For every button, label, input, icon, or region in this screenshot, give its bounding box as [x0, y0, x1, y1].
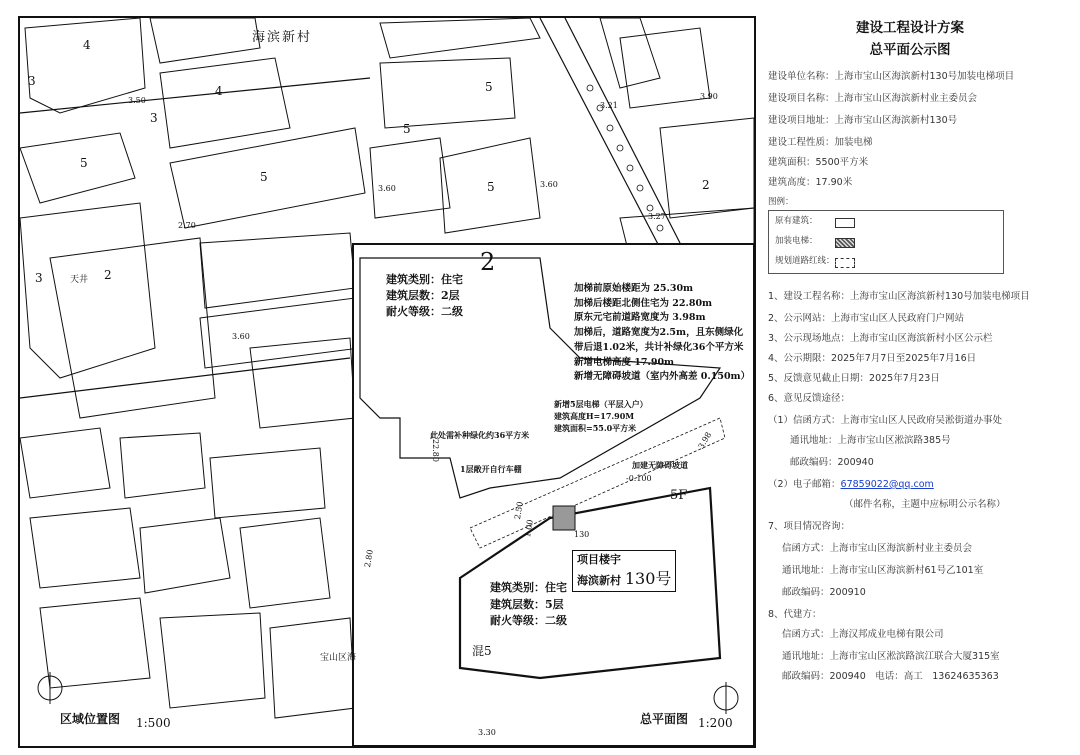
site-plan-label: 总平面图 — [640, 712, 689, 726]
legend-redline-swatch — [835, 258, 855, 268]
building-number: 3 — [150, 111, 158, 125]
building-number: 5 — [403, 122, 411, 136]
dimension-280: 2.80 — [362, 548, 375, 569]
legend-redline-label: 规划道路红线： — [775, 256, 835, 266]
new-building-fire: 耐火等级：二级 — [490, 614, 567, 627]
site-plan-drawing — [18, 16, 756, 748]
note-item: 1、建设工程名称：上海市宝山区海滨新村130号加装电梯项目 — [768, 291, 1030, 302]
note-item: （邮件名称，主题中应标明公示名称） — [844, 499, 1006, 510]
note-item: （1）信函方式：上海市宝山区人民政府吴淞街道办事处 — [768, 415, 1003, 426]
region-map-label: 区域位置图 — [60, 712, 121, 726]
meta-address: 建设项目地址：上海市宝山区海滨新村130号 — [768, 115, 958, 126]
new-building-floors: 建筑层数：5层 — [490, 597, 564, 611]
inset-building-number: 2 — [480, 248, 496, 276]
ramp-elevation: -0.100 — [626, 474, 652, 483]
legend-title: 图例： — [768, 197, 794, 207]
info-panel — [760, 16, 1072, 744]
note-item: 邮政编码：200940 — [790, 457, 874, 468]
elevator-height: 建筑高度H=17.90M — [554, 411, 635, 421]
meta-area: 建筑面积：5500平方米 — [768, 157, 869, 168]
elevation-mark: 3.60 — [540, 180, 558, 189]
floors-mark: 5F — [670, 488, 688, 503]
elevation-mark: 3.27 — [648, 212, 666, 221]
bike-shed-label: 1层敞开自行车棚 — [460, 464, 522, 474]
dimension-note: 加梯后，道路宽度为2.5m，且东侧绿化 — [574, 327, 744, 339]
legend-box — [768, 210, 1004, 274]
note-item: 2、公示网站：上海市宝山区人民政府门户网站 — [768, 313, 965, 324]
meta-height: 建筑高度：17.90米 — [768, 177, 853, 188]
note-item: 4、公示期限：2025年7月7日至2025年7月16日 — [768, 353, 977, 364]
building-number: 3 — [28, 74, 36, 88]
note-item: 邮政编码：200940 电话：高工 13624635363 — [782, 671, 999, 682]
email-label: （2）电子邮箱： — [768, 479, 841, 490]
note-item: 通讯地址：上海市宝山区淞滨路385号 — [790, 435, 951, 446]
site-plan-scale: 1:200 — [698, 716, 733, 730]
note-item: 通讯地址：上海市宝山区淞滨路滨江联合大厦315室 — [782, 651, 1000, 662]
project-building-line: 海滨新村 — [577, 573, 621, 587]
elevation-mark: 3.90 — [700, 92, 718, 101]
note-item: 3、公示现场地点：上海市宝山区海滨新村小区公示栏 — [768, 333, 993, 344]
building-number: 2 — [104, 268, 112, 282]
elevation-mark: 2.70 — [178, 221, 196, 230]
note-item: 邮政编码：200910 — [782, 587, 866, 598]
new-building-type: 建筑类别：住宅 — [490, 581, 567, 594]
legend-existing-label: 原有建筑： — [775, 216, 818, 226]
elevator-info — [554, 398, 648, 434]
meta-nature: 建设工程性质：加装电梯 — [768, 137, 873, 148]
existing-building-fire: 耐火等级：二级 — [386, 304, 463, 318]
note-item: 通讯地址：上海市宝山区海滨新村61号乙101室 — [782, 565, 984, 576]
dimension-2280: 22.80 — [430, 439, 440, 462]
dimension-note: 新增电梯高度 17.90m — [574, 356, 675, 368]
building-number: 5 — [80, 156, 88, 170]
note-item: 信函方式：上海汉邦成业电梯有限公司 — [782, 629, 944, 640]
new-building-info — [490, 580, 567, 630]
existing-building-type: 建筑类别：住宅 — [386, 273, 463, 286]
existing-building-info — [386, 272, 463, 320]
project-building-number: 130号 — [624, 568, 672, 588]
building-number: 2 — [702, 178, 710, 192]
dimension-notes — [574, 282, 750, 385]
project-building-label — [572, 550, 676, 592]
dimension-250: 2.50 — [512, 500, 525, 521]
building-number: 4 — [83, 38, 91, 52]
dimension-note: 带后退1.02米，共计补绿化36个平方米 — [574, 341, 744, 353]
note-item: 6、意见反馈途径： — [768, 393, 851, 404]
dimension-398: 3.98 — [696, 430, 714, 451]
elevation-mark: 3.60 — [232, 332, 250, 341]
dimension-note: 加梯前原始楼距为 25.30m — [574, 283, 694, 294]
email-link[interactable]: 67859022@qq.com — [840, 479, 934, 490]
elevator-title: 新增5层电梯（平层入户） — [554, 399, 648, 409]
elevation-mark: 3.30 — [478, 728, 496, 737]
meta-project-name: 建设项目名称：上海市宝山区海滨新村业主委员会 — [768, 93, 978, 104]
note-item: 7、项目情况咨询： — [768, 521, 851, 532]
building-number: 5 — [485, 80, 493, 94]
building-number: 5 — [487, 180, 495, 194]
note-item: 5、反馈意见截止日期：2025年7月23日 — [768, 373, 940, 384]
legend-elevator-swatch — [835, 238, 855, 248]
dimension-100: 1.00 — [522, 518, 535, 539]
dimension-130: 130 — [574, 530, 590, 539]
green-note: 此处需补种绿化约36平方米 — [430, 430, 530, 440]
structure-mark: 混5 — [472, 644, 492, 658]
dimension-note: 加梯后楼距北侧住宅为 22.80m — [574, 297, 713, 309]
building-number: 3 — [35, 271, 43, 285]
courtyard-label: 天井 — [70, 275, 89, 285]
note-item — [768, 480, 934, 490]
meta-unit: 建设单位名称：上海市宝山区海滨新村130号加装电梯项目 — [768, 71, 1015, 82]
road-label: 宝山区海 — [320, 653, 357, 663]
building-number: 5 — [260, 170, 268, 184]
dimension-note: 新增无障碍坡道（室内外高差 0.150m） — [574, 371, 751, 383]
panel-subtitle: 总平面公示图 — [869, 42, 951, 58]
legend-elevator-label: 加装电梯： — [775, 236, 818, 246]
building-number: 4 — [215, 84, 223, 98]
elevation-mark: 3.50 — [128, 96, 146, 105]
note-item: 8、代建方： — [768, 609, 822, 620]
legend-existing-swatch — [835, 218, 855, 228]
map-top-label: 海滨新村 — [252, 30, 313, 45]
note-item: 信函方式：上海市宝山区海滨新村业主委员会 — [782, 543, 973, 554]
existing-building-floors: 建筑层数：2层 — [386, 288, 460, 302]
elevation-mark: 3.60 — [378, 184, 396, 193]
dimension-note: 原东元宅前道路宽度为 3.98m — [574, 312, 706, 324]
ramp-label: 加建无障碍坡道 — [632, 460, 688, 470]
project-building-line: 项目楼宇 — [577, 553, 621, 566]
elevation-mark: 3.21 — [600, 101, 618, 110]
panel-title: 建设工程设计方案 — [856, 20, 964, 36]
region-map-scale: 1:500 — [136, 716, 171, 730]
elevator-area: 建筑面积=55.0平方米 — [554, 423, 637, 433]
